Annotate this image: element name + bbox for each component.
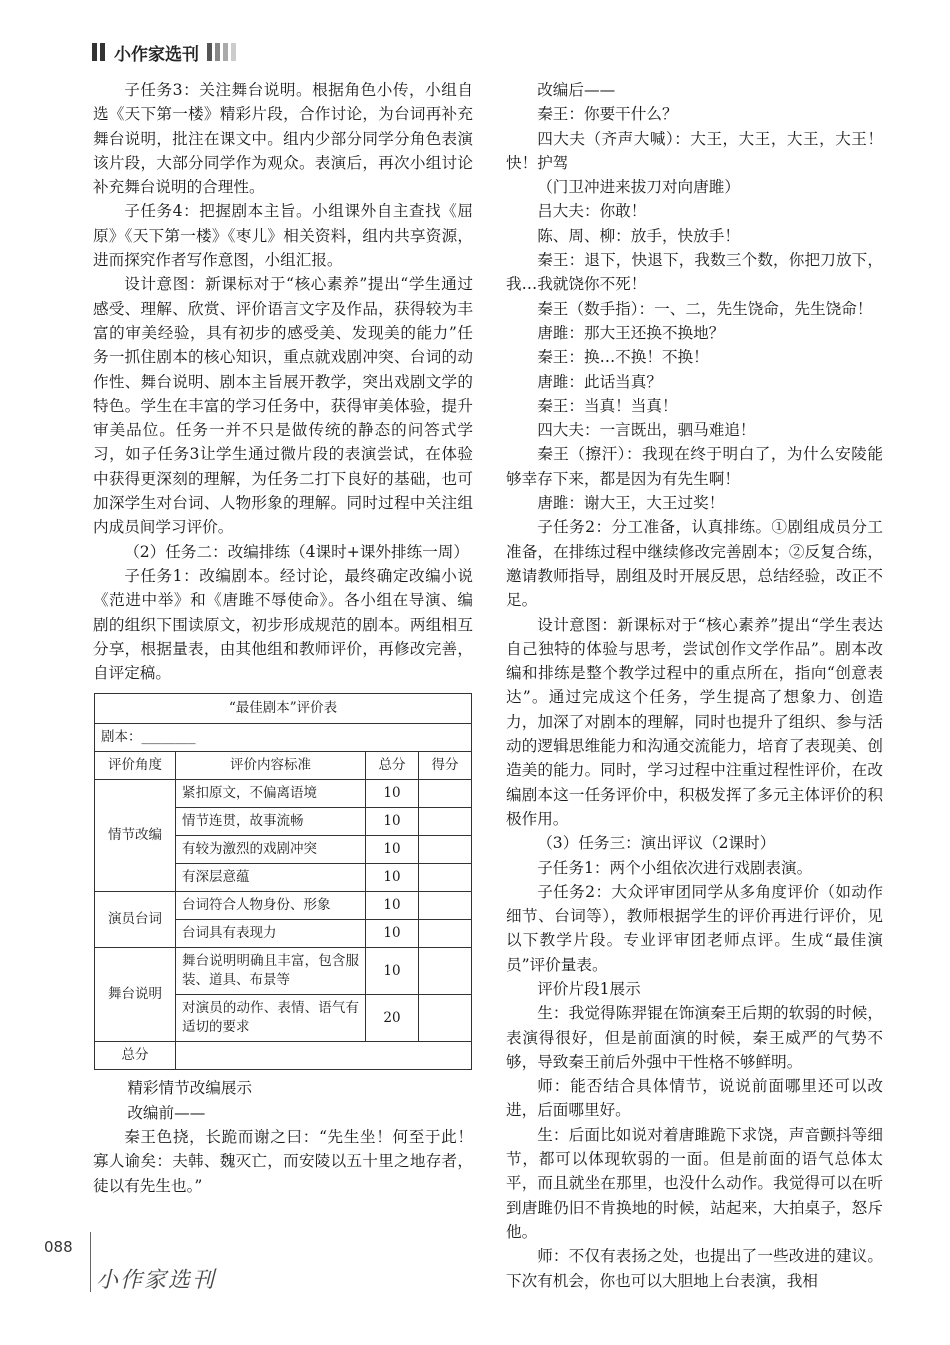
journal-title: 小作家选刊 <box>114 44 199 65</box>
header-bar-icon <box>207 43 212 61</box>
score-cell <box>419 920 472 948</box>
paragraph: 改编后—— <box>537 81 616 99</box>
score-cell <box>419 808 472 836</box>
paragraph: 生：后面比如说对着唐雎跪下求饶，声音颤抖等细节，都可以体现软弱的一面。但是前面的语气总体太平，而且就坐在那里，也没什么动作。我觉得可以在听到唐雎仍旧不肯换地的时候，站起来，大拍桌子，怒斥他。 <box>506 1125 883 1241</box>
right-column <box>506 78 883 1293</box>
paragraph: 子任务2：大众评审团同学从多角度评价（如动作细节、台词等），教师根据学生的评价再进行评价，见以下教学片段。专业评审团老师点评。生成“最佳演员”评价量表。 <box>506 882 883 974</box>
dialogue-line: 吕大夫：你敢！ <box>537 202 647 221</box>
paragraph: 生：我觉得陈羿锟在饰演秦王后期的软弱的时候，表演得很好，但是前面演的时候，秦王威严的气势不够，导致秦王前后外强中干性格不够鲜明。 <box>506 1004 883 1071</box>
paragraph: （3）任务三：演出评议（2课时） <box>537 834 776 853</box>
header-bar-icon <box>92 43 97 61</box>
dialogue-line: 秦王（擦汗）：我现在终于明白了，为什么安陵能够幸存下来，都是因为有先生啊！ <box>506 445 883 488</box>
dialogue-line: 唐雎：此话当真？ <box>537 372 662 391</box>
paragraph: 师：能否结合具体情节，说说前面哪里还可以改进，后面哪里好。 <box>506 1077 883 1120</box>
dialogue-line: 四大夫（齐声大喊）：大王，大王，大王，大王！快！护驾 <box>506 129 883 172</box>
points-cell: 10 <box>366 948 419 995</box>
dialogue-line: 秦王：当真！当真！ <box>537 396 678 415</box>
header-bar-icon <box>231 43 236 61</box>
paragraph: 精彩情节改编展示 <box>127 1079 253 1098</box>
paragraph: 子任务4：把握剧本主旨。小组课外自主查找《屈原》《天下第一楼》《枣儿》相关资料，组内共享资源，进而探究作者写作意图，小组汇报。 <box>93 202 473 270</box>
dialogue-line: 秦王：退下，快退下，我数三个数，你把刀放下，我…我就饶你不死！ <box>506 251 883 294</box>
paragraph: 改编前—— <box>127 1103 206 1122</box>
paragraph: 子任务2：分工准备，认真排练。①剧组成员分工准备，在排练过程中继续修改完善剧本；②反复合练，邀请教师指导，剧组及时开展反思，总结经验，改正不足。 <box>506 518 883 610</box>
score-cell <box>419 864 472 892</box>
criteria-cell: 台词符合人物身份、形象 <box>176 892 366 920</box>
dialogue-line: 秦王（数手指）：一、二，先生饶命，先生饶命！ <box>537 299 873 318</box>
dialogue-line: 唐雎：那大王还换不换地？ <box>537 323 725 342</box>
criteria-cell: 舞台说明明确且丰富，包含服装、道具、布景等 <box>176 948 366 995</box>
score-cell <box>419 780 472 808</box>
table-header: 评价角度 <box>95 752 176 780</box>
dialogue-line: 秦王：你要干什么？ <box>537 105 678 124</box>
score-cell <box>419 995 472 1042</box>
table-title: “最佳剧本”评价表 <box>95 694 472 724</box>
left-column <box>93 78 473 1198</box>
criteria-cell: 对演员的动作、表情、语气有适切的要求 <box>176 995 366 1042</box>
paragraph: 师：不仅有表扬之处，也提出了一些改进的建议。下次有机会，你也可以大胆地上台表演，我相 <box>506 1247 883 1290</box>
paragraph: 子任务3：关注舞台说明。根据角色小传，小组自选《天下第一楼》精彩片段，合作讨论，为台词再补充舞台说明，批注在课文中。组内少部分同学分角色表演该片段，大部分同学作为观众。表演后，再次小组讨论补充舞台说明的合理性。 <box>93 81 473 197</box>
points-cell: 20 <box>366 995 419 1042</box>
points-cell: 10 <box>366 780 419 808</box>
footer-logo: 小作家选刊 <box>96 1268 217 1293</box>
criteria-cell: 有较为激烈的戏剧冲突 <box>176 836 366 864</box>
criteria-cell: 台词具有表现力 <box>176 920 366 948</box>
paragraph: 子任务1：两个小组依次进行戏剧表演。 <box>537 858 813 877</box>
criteria-cell: 情节连贯，故事流畅 <box>176 808 366 836</box>
points-cell: 10 <box>366 920 419 948</box>
points-cell: 10 <box>366 808 419 836</box>
header-bar-icon <box>223 43 228 61</box>
evaluation-table <box>94 693 472 1070</box>
criteria-cell: 有深层意蕴 <box>176 864 366 892</box>
points-cell: 10 <box>366 864 419 892</box>
points-cell: 10 <box>366 836 419 864</box>
category-cell: 演员台词 <box>95 892 176 948</box>
paragraph: 设计意图：新课标对于“核心素养”提出“学生通过感受、理解、欣赏、评价语言文字及作品，获得较为丰富的审美经验，具有初步的感受美、发现美的能力”任务一抓住剧本的核心知识，重点就戏剧冲突、台词的动作性、舞台说明、剧本主旨展开教学，突出戏剧文学的特色。学生在丰富的学习任务中，获得审美体验，提升审美品位。任务一并不只是做传统的静态的问答式学习，如子任务3让学生通过微片段的表演尝试，在体验中获得更深刻的理解，为任务二打下良好的基础，也可加深学生对台词、人物形象的理解。同时过程中关注组内成员间学习评价。 <box>93 275 473 537</box>
paragraph: 秦王色挠，长跪而谢之曰：“先生坐！何至于此！寡人谕矣：夫韩、魏灭亡，而安陵以五十里之地存者，徒以有先生也。” <box>93 1128 473 1195</box>
points-cell: 10 <box>366 892 419 920</box>
score-cell <box>419 836 472 864</box>
dialogue-line: 秦王：换…不换！不换！ <box>537 348 709 367</box>
dialogue-line: 四大夫：一言既出，驷马难追！ <box>537 421 756 440</box>
total-label: 总分 <box>95 1042 176 1070</box>
dialogue-line: 唐雎：谢大王，大王过奖！ <box>537 494 725 513</box>
table-header: 总分 <box>366 752 419 780</box>
category-cell: 舞台说明 <box>95 948 176 1042</box>
stage-direction: （门卫冲进来拔刀对向唐雎） <box>537 178 740 197</box>
dialogue-line: 陈、周、柳：放手，快放手！ <box>537 226 740 245</box>
running-header <box>92 38 239 66</box>
category-cell: 情节改编 <box>95 780 176 892</box>
table-header: 得分 <box>419 752 472 780</box>
paragraph: 子任务1：改编剧本。经讨论，最终确定改编小说《范进中举》和《唐雎不辱使命》。各小组在导演、编剧的组织下围读原文，初步形成规范的剧本。两组相互分享，根据量表，由其他组和教师评价，再修改完善，自评定稿。 <box>93 566 473 683</box>
total-cell <box>176 1042 472 1070</box>
paragraph: 评价片段1展示 <box>537 979 641 998</box>
script-field: 剧本：________ <box>95 724 472 752</box>
score-cell <box>419 948 472 995</box>
header-bar-icon <box>100 43 105 61</box>
paragraph: （2）任务二：改编排练（4课时+课外排练一周） <box>124 542 469 561</box>
header-bar-icon <box>215 43 220 61</box>
criteria-cell: 紧扣原文，不偏离语境 <box>176 780 366 808</box>
paragraph: 设计意图：新课标对于“核心素养”提出“学生表达自己独特的体验与思考，尝试创作文学作品”。剧本改编和排练是整个教学过程中的重点所在，指向“创意表达”。通过完成这个任务，学生提高了想象力、创造力，加深了对剧本的理解，同时也提升了组织、参与活动的逻辑思维能力和沟通交流能力，培育了表现美、创造美的能力。同时，学习过程中注重过程性评价，在改编剧本这一任务评价中，积极发挥了多元主体评价的积极作用。 <box>506 615 883 828</box>
page-number: 088 <box>44 1238 73 1256</box>
footer-divider <box>90 1232 91 1292</box>
score-cell <box>419 892 472 920</box>
table-header: 评价内容标准 <box>176 752 366 780</box>
